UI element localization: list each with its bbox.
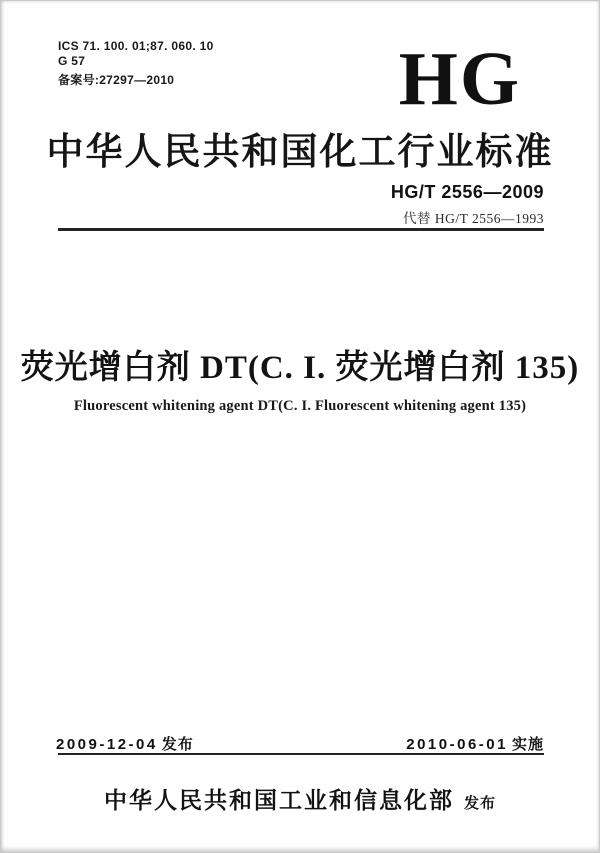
standard-category-title: 中华人民共和国化工行业标准 — [46, 132, 554, 173]
document-title-en: Fluorescent whitening agent DT(C. I. Fluorescent whitening agent 135) — [73, 398, 527, 414]
issue-date: 2009-12-04 — [56, 736, 158, 753]
record-number: 备案号:27297—2010 — [58, 73, 175, 87]
replaces-note: 代替 HG/T 2556—1993 — [402, 211, 544, 226]
issue-date-group — [56, 733, 194, 754]
issue-label: 发布 — [161, 736, 194, 753]
metadata-block — [58, 39, 214, 88]
footer-divider-rule — [58, 753, 544, 755]
ics-code: ICS 71. 100. 01;87. 060. 10 — [58, 39, 214, 53]
issuer-publish-label: 发布 — [463, 796, 496, 812]
implement-date-group — [406, 733, 544, 754]
classification-code: G 57 — [58, 54, 86, 68]
implement-date: 2010-06-01 — [406, 736, 508, 753]
document-title-zh: 荧光增白剂 DT(C. I. 荧光增白剂 135) — [20, 350, 580, 386]
issuer-row — [1, 782, 599, 815]
header-divider-rule — [58, 228, 544, 231]
dates-row — [56, 733, 544, 754]
standard-number: HG/T 2556—2009 — [390, 182, 544, 202]
hg-logo: HG — [398, 37, 521, 121]
issuer-name: 中华人民共和国工业和信息化部 — [103, 788, 454, 813]
implement-label: 实施 — [511, 736, 544, 753]
standard-number-block — [391, 182, 544, 227]
